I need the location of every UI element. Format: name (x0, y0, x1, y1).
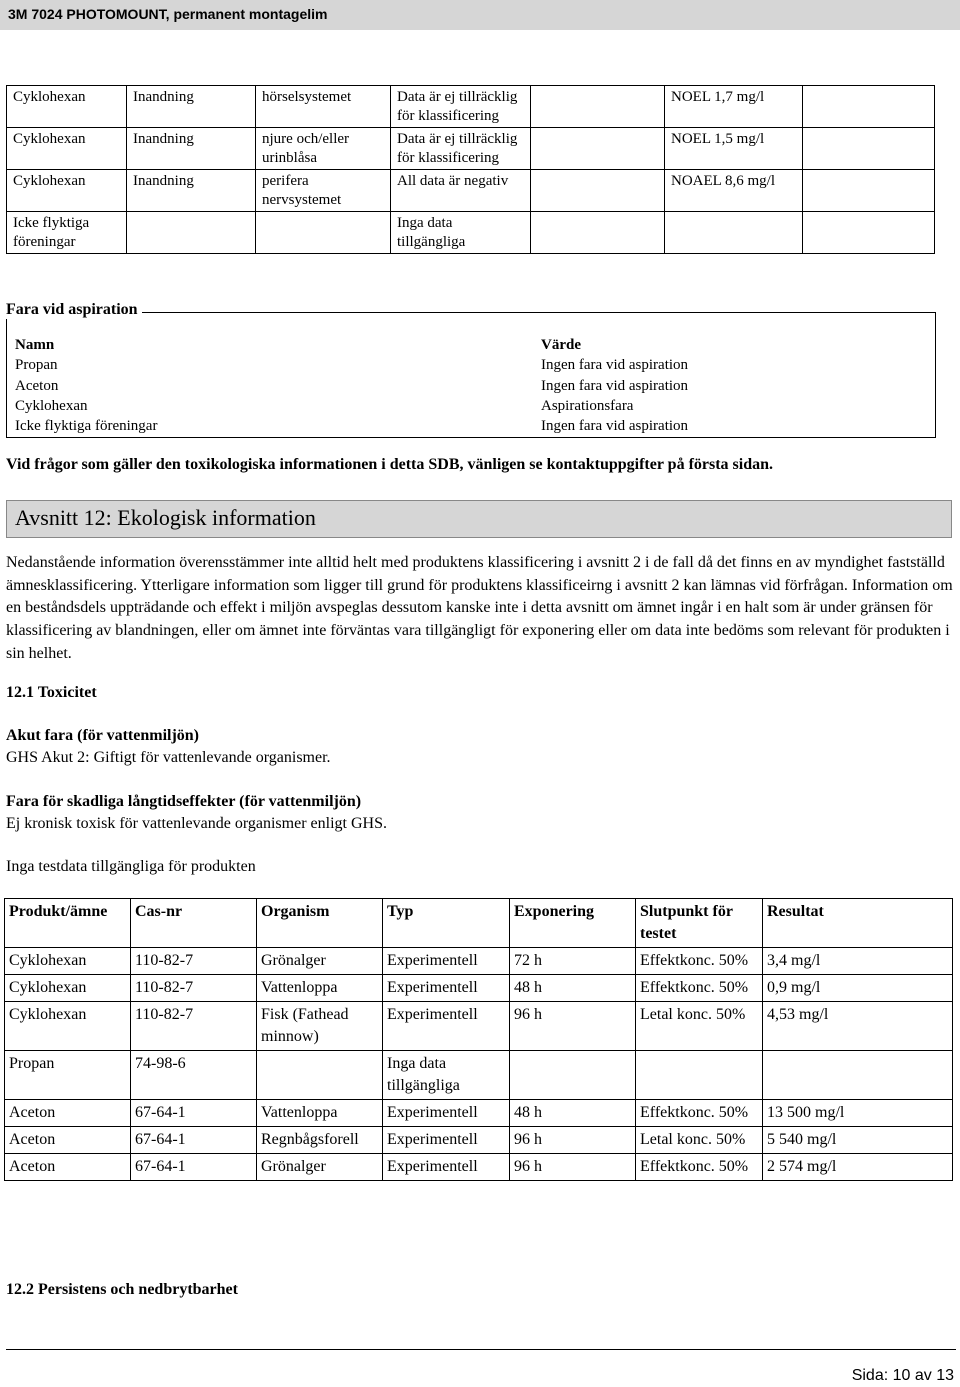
eco-table-cell: Aceton (5, 1100, 131, 1127)
acute-hazard-heading: Akut fara (för vattenmiljön) (6, 727, 200, 744)
aspiration-value-header: Värde (541, 337, 581, 353)
organ-table-cell: Data är ej tillräcklig för klassificering (391, 86, 531, 128)
eco-table-cell: Letal konc. 50% (636, 1127, 763, 1154)
document-title: 3M 7024 PHOTOMOUNT, permanent montagelim (8, 6, 328, 22)
organ-table-cell: Data är ej tillräcklig för klassificering (391, 128, 531, 170)
organ-table-cell: perifera nervsystemet (256, 170, 391, 212)
eco-table-header: Resultat (763, 899, 953, 948)
organ-table-cell (803, 86, 935, 128)
aspiration-value: Ingen fara vid aspiration (541, 377, 689, 394)
eco-table-cell: Vattenloppa (257, 975, 383, 1002)
subsection-persistence-heading: 12.2 Persistens och nedbrytbarhet (6, 1281, 238, 1298)
chronic-hazard-heading: Fara för skadliga långtidseffekter (för vattenmiljön) (6, 793, 362, 810)
aspiration-name: Icke flyktiga föreningar (15, 418, 158, 435)
organ-table-cell: All data är negativ (391, 170, 531, 212)
eco-table-row (5, 1051, 953, 1100)
eco-table-cell: Grönalger (257, 948, 383, 975)
eco-table-cell: 96 h (510, 1154, 636, 1181)
eco-table-row (5, 975, 953, 1002)
section-12-header (6, 500, 952, 538)
aspiration-name-column (15, 335, 157, 436)
acute-hazard-text: GHS Akut 2: Giftigt för vattenlevande organismer. (6, 749, 331, 766)
organ-table-cell (531, 212, 665, 254)
organ-table-cell: Cyklohexan (7, 86, 127, 128)
eco-table-cell: 67-64-1 (131, 1127, 257, 1154)
organ-table-cell: Cyklohexan (7, 128, 127, 170)
eco-table-cell: Aceton (5, 1154, 131, 1181)
organ-table-cell (665, 212, 803, 254)
eco-table-cell: 72 h (510, 948, 636, 975)
eco-table-cell: Regnbågsforell (257, 1127, 383, 1154)
eco-table-cell: Experimentell (383, 975, 510, 1002)
page-number: Sida: 10 av 13 (851, 1367, 954, 1384)
no-test-data-note: Inga testdata tillgängliga för produkten (6, 858, 256, 875)
organ-table-cell: Inandning (127, 86, 256, 128)
eco-table-header: Slutpunkt för testet (636, 899, 763, 948)
eco-table-header-row (5, 899, 953, 948)
aspiration-hazard-box (6, 301, 936, 438)
organ-table-cell (531, 128, 665, 170)
eco-table-cell: Effektkonc. 50% (636, 1100, 763, 1127)
aspiration-name: Aceton (15, 377, 59, 394)
contact-note: Vid frågor som gäller den toxikologiska informationen i detta SDB, vänligen se kontaktuppgifter på första sidan. (6, 456, 774, 473)
organ-table-cell: NOEL 1,7 mg/l (665, 86, 803, 128)
eco-table-cell: 48 h (510, 975, 636, 1002)
organ-table-cell: Inandning (127, 170, 256, 212)
aspiration-title: Fara vid aspiration (6, 301, 142, 319)
organ-table-cell: Cyklohexan (7, 170, 127, 212)
eco-table-row (5, 1127, 953, 1154)
eco-table-cell: Experimentell (383, 1154, 510, 1181)
aspiration-value: Aspirationsfara (541, 397, 634, 414)
eco-table-header: Produkt/ämne (5, 899, 131, 948)
ecotoxicity-table (4, 898, 953, 1181)
organ-table-cell: hörselsystemet (256, 86, 391, 128)
organ-table-cell: njure och/eller urinblåsa (256, 128, 391, 170)
eco-table-cell: 13 500 mg/l (763, 1100, 953, 1127)
eco-table-cell: 96 h (510, 1127, 636, 1154)
eco-table-cell: 96 h (510, 1002, 636, 1051)
aspiration-value: Ingen fara vid aspiration (541, 418, 689, 435)
organ-table-cell: Inandning (127, 128, 256, 170)
organ-table-row (7, 128, 935, 170)
organ-table-row (7, 212, 935, 254)
organ-table-cell (803, 170, 935, 212)
eco-table-cell (510, 1051, 636, 1100)
subsection-toxicity-heading: 12.1 Toxicitet (6, 684, 97, 701)
eco-table-cell: Vattenloppa (257, 1100, 383, 1127)
eco-table-cell: Aceton (5, 1127, 131, 1154)
eco-table-row (5, 948, 953, 975)
eco-table-row (5, 1154, 953, 1181)
eco-table-cell: 3,4 mg/l (763, 948, 953, 975)
eco-table-cell: 0,9 mg/l (763, 975, 953, 1002)
eco-table-cell: Cyklohexan (5, 975, 131, 1002)
organ-table-cell: Icke flyktiga föreningar (7, 212, 127, 254)
eco-table-cell: Inga data tillgängliga (383, 1051, 510, 1100)
eco-table-cell: 110-82-7 (131, 948, 257, 975)
eco-table-cell (257, 1051, 383, 1100)
aspiration-name-header: Namn (15, 337, 55, 353)
footer-divider (6, 1349, 956, 1350)
organ-table-cell: Inga data tillgängliga (391, 212, 531, 254)
eco-table-cell: Experimentell (383, 948, 510, 975)
eco-table-cell: 67-64-1 (131, 1154, 257, 1181)
organ-table-cell (531, 170, 665, 212)
eco-table-cell: Experimentell (383, 1127, 510, 1154)
aspiration-name: Cyklohexan (15, 397, 88, 414)
eco-table-header: Exponering (510, 899, 636, 948)
eco-table-cell: Cyklohexan (5, 948, 131, 975)
organ-table-cell (803, 128, 935, 170)
eco-table-cell: Effektkonc. 50% (636, 975, 763, 1002)
organ-table-cell (127, 212, 256, 254)
eco-table-header: Typ (383, 899, 510, 948)
organ-toxicity-table (6, 85, 935, 254)
aspiration-value-column (541, 335, 688, 436)
eco-table-row (5, 1100, 953, 1127)
aspiration-value: Ingen fara vid aspiration (541, 357, 689, 374)
aspiration-name: Propan (15, 357, 58, 374)
eco-table-cell: 74-98-6 (131, 1051, 257, 1100)
eco-table-cell: Effektkonc. 50% (636, 1154, 763, 1181)
eco-table-cell: Letal konc. 50% (636, 1002, 763, 1051)
organ-table-cell: NOEL 1,5 mg/l (665, 128, 803, 170)
eco-table-header: Organism (257, 899, 383, 948)
eco-table-cell: 110-82-7 (131, 975, 257, 1002)
document-header (0, 0, 960, 30)
organ-table-cell (256, 212, 391, 254)
organ-table-row (7, 86, 935, 128)
eco-table-cell (636, 1051, 763, 1100)
eco-table-cell: 48 h (510, 1100, 636, 1127)
eco-table-cell: 67-64-1 (131, 1100, 257, 1127)
eco-table-cell: Experimentell (383, 1002, 510, 1051)
eco-table-header: Cas-nr (131, 899, 257, 948)
eco-table-cell: Experimentell (383, 1100, 510, 1127)
eco-table-cell: Grönalger (257, 1154, 383, 1181)
eco-table-cell: Propan (5, 1051, 131, 1100)
eco-table-cell: Fisk (Fathead minnow) (257, 1002, 383, 1051)
section-12-intro: Nedanstående information överensstämmer inte alltid helt med produktens klassificering i avsnitt 2 i de fall då det finns en av myndighet fastställd ämnesklassificering. Ytterligare information som ligger till grund för produktens klassificeirng i avsnitt 2 kan lämnas vid förfrågan. Information om en beståndsdels uppträdande och effekt i miljön avspeglas dessutom kanske inte i detta avsnitt om ämnet ingår i en halt som är under gränsen för klassificering av blandningen, eller om ämnet inte förväntas vara tillgängligt för exponering eller om data inte bedöms som relevant för produkten i sin helhet. (6, 554, 953, 662)
section-12-title: Avsnitt 12: Ekologisk information (15, 505, 316, 530)
organ-table-row (7, 170, 935, 212)
eco-table-cell: 4,53 mg/l (763, 1002, 953, 1051)
organ-table-cell (803, 212, 935, 254)
eco-table-cell: 110-82-7 (131, 1002, 257, 1051)
chronic-hazard-text: Ej kronisk toxisk för vattenlevande organismer enligt GHS. (6, 815, 387, 832)
eco-table-cell (763, 1051, 953, 1100)
eco-table-cell: Effektkonc. 50% (636, 948, 763, 975)
eco-table-row (5, 1002, 953, 1051)
eco-table-cell: 5 540 mg/l (763, 1127, 953, 1154)
organ-table-cell: NOAEL 8,6 mg/l (665, 170, 803, 212)
organ-table-cell (531, 86, 665, 128)
eco-table-cell: 2 574 mg/l (763, 1154, 953, 1181)
eco-table-cell: Cyklohexan (5, 1002, 131, 1051)
